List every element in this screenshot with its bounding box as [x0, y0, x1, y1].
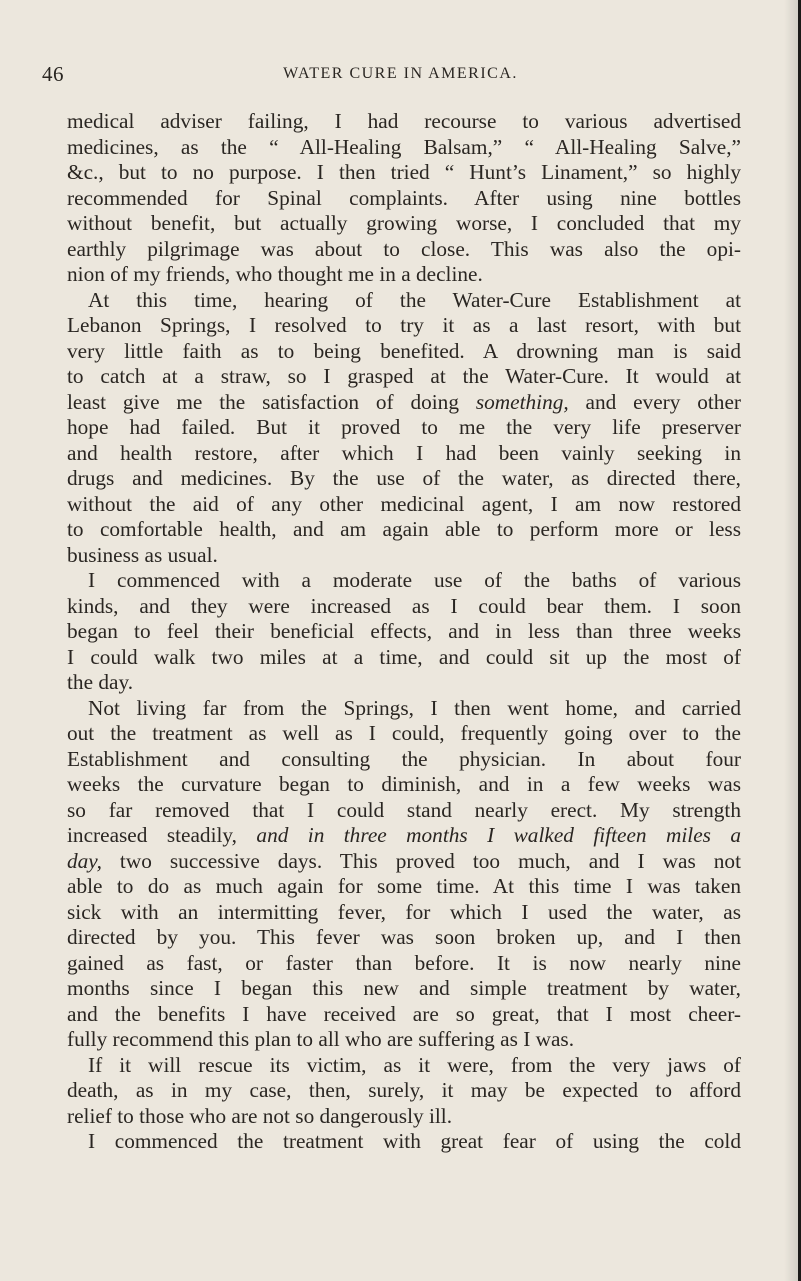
text-line: to comfortable health, and am again able to perform more or less [67, 517, 741, 541]
text-line: Lebanon Springs, I resolved to try it as a last resort, with but [67, 313, 741, 337]
text-line: hope had failed. But it proved to me the very life preserver [67, 415, 741, 439]
text-line: business as usual. [67, 542, 218, 567]
text-segment: increased steadily, [67, 823, 257, 847]
text-line: months since I began this new and simple treatment by water, [67, 976, 741, 1000]
text-line: earthly pilgrimage was about to close. This was also the opi- [67, 236, 741, 261]
text-line: began to feel their beneficial effects, and in less than three weeks [67, 619, 741, 643]
running-title: WATER CURE IN AMERICA. [283, 65, 518, 82]
text-line: to catch at a straw, so I grasped at the Water-Cure. It would at [67, 364, 741, 388]
body-text [67, 109, 741, 1155]
text-line: directed by you. This fever was soon broken up, and I then [67, 925, 741, 949]
page-edge-shadow [784, 0, 798, 1281]
text-line: At this time, hearing of the Water-Cure Establishment at [88, 287, 741, 312]
text-line: nion of my friends, who thought me in a decline. [67, 262, 483, 286]
text-segment: two successive days. This proved too much, and I was not [101, 848, 741, 873]
text-line: and health restore, after which I had been vainly seeking in [67, 440, 741, 465]
text-line: sick with an intermitting fever, for which I used the water, as [67, 899, 741, 924]
text-line: out the treatment as well as I could, frequently going over to the [67, 721, 741, 745]
text-line: Not living far from the Springs, I then went home, and carried [88, 695, 741, 720]
text-line: the day. [67, 670, 134, 694]
italic-text: and in three months I walked fifteen miles a [256, 823, 741, 847]
text-line: Establishment and consulting the physician. In about four [67, 746, 741, 771]
text-line: without benefit, but actually growing worse, I concluded that my [67, 211, 741, 235]
italic-text: something, [475, 389, 569, 414]
text-segment: and every other [568, 389, 741, 414]
text-line: I commenced with a moderate use of the baths of various [88, 568, 741, 592]
text-line: and the benefits I have received are so great, that I most cheer- [67, 1001, 741, 1026]
page-number: 46 [42, 62, 64, 86]
italic-text: day, [67, 848, 102, 873]
text-line: I commenced the treatment with great fear of using the cold [88, 1129, 741, 1153]
text-line: fully recommend this plan to all who are suffering as I was. [67, 1027, 575, 1051]
text-line: &c., but to no purpose. I then tried “ Hunt’s Linament,” so highly [67, 160, 741, 184]
text-line: weeks the curvature began to diminish, and in a few weeks was [67, 772, 741, 796]
text-line: kinds, and they were increased as I could bear them. I soon [67, 593, 741, 618]
text-line: recommended for Spinal complaints. After using nine bottles [67, 185, 741, 210]
text-line: medical adviser failing, I had recourse to various advertised [67, 109, 741, 133]
text-line: able to do as much again for some time. At this time I was taken [67, 874, 741, 898]
text-segment: least give me the satisfaction of doing [67, 389, 476, 414]
text-line: drugs and medicines. By the use of the water, as directed there, [67, 466, 741, 490]
text-line: I could walk two miles at a time, and could sit up the most of [67, 644, 741, 669]
text-line: without the aid of any other medicinal agent, I am now restored [67, 491, 741, 516]
text-line: so far removed that I could stand nearly erect. My strength [67, 797, 741, 822]
text-line: death, as in my case, then, surely, it may be expected to afford [67, 1078, 741, 1102]
page-header [0, 62, 801, 88]
text-line [67, 390, 741, 416]
text-line: relief to those who are not so dangerously ill. [67, 1103, 453, 1128]
text-line: If it will rescue its victim, as it were, from the very jaws of [88, 1052, 741, 1077]
text-line: gained as fast, or faster than before. It is now nearly nine [67, 950, 741, 975]
text-line [67, 823, 741, 849]
text-line [67, 849, 741, 875]
text-line: very little faith as to being benefited. A drowning man is said [67, 338, 741, 363]
text-line: medicines, as the “ All-Healing Balsam,” “ All-Healing Salve,” [67, 134, 741, 159]
